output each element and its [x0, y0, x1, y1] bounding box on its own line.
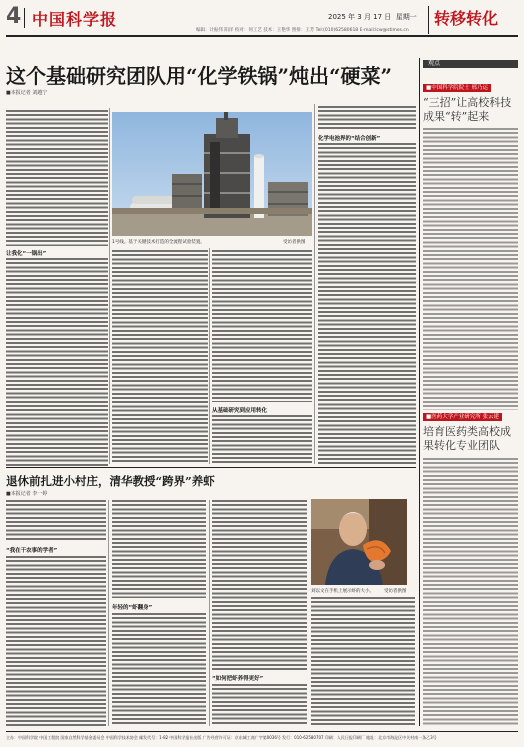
lead-text-col2	[112, 250, 208, 464]
footer-imprint: 主办：中国科学院 中国工程院 国家自然科学基金委员会 中国科学技术协会 邮发代号：1-82 中国科学报社出版 广告经营许可证：京东城工商广字第0036号 发行：010-62580707 印刷：人民日报印刷厂 地址：北京市海淀区中关村南一条乙3号	[6, 735, 437, 740]
sidebar-tag-2: ■医药大学产业研究所 张云建	[423, 413, 502, 421]
lead-text-col3a	[212, 250, 312, 402]
lead-photo	[112, 112, 312, 236]
sidebar-label: 观点	[428, 60, 441, 67]
second-headline: 退休前扎进小村庄，清华教授“跨界”养虾	[6, 474, 215, 488]
header-rule	[6, 35, 518, 37]
second-photo-credit: 受访者供图	[384, 589, 407, 594]
date-text: 2025 年 3 月 17 日	[328, 13, 392, 21]
header-divider	[24, 8, 25, 28]
second-subhead-1: “我在干农事的学者”	[6, 548, 58, 554]
lead-text-col1b	[6, 258, 108, 466]
second-photo	[311, 499, 407, 585]
sidebar-title-1: “三招”让高校科技成果“转”起来	[423, 96, 512, 123]
second-text-col3a	[212, 500, 307, 670]
sidebar-text-1	[423, 128, 518, 410]
sidebar-tag-1: ■中国科学院院士 邢乃运	[423, 84, 491, 92]
lead-photo-caption: 1号线。基于关键技术打造的全流程试验装置。	[112, 240, 205, 245]
column-rule	[209, 248, 210, 464]
issue-date	[328, 12, 417, 22]
professor-holding-shrimp-image	[311, 499, 407, 585]
lead-text-col4a	[318, 106, 416, 130]
lead-byline: ■本报记者 刘越宁	[6, 90, 48, 96]
second-text-col1b	[6, 556, 106, 726]
article-separator	[6, 467, 416, 468]
lead-headline: 这个基础研究团队用“化学铁锅”炖出“硬菜”	[6, 64, 393, 88]
industrial-plant-image	[112, 112, 312, 236]
section-title: 转移转化	[434, 9, 499, 28]
weekday-text: 星期一	[395, 13, 417, 21]
second-text-col4	[311, 597, 415, 726]
sidebar-text-2	[423, 458, 518, 726]
lead-text-col4b	[318, 143, 416, 464]
masthead-logo: 中国科学报	[32, 10, 118, 29]
sidebar-title-2: 培育医药类高校成果转化专业团队	[423, 425, 511, 452]
lead-photo-credit: 受访者供图	[283, 240, 306, 245]
lead-text-col3b	[212, 415, 312, 464]
page-number: 4	[6, 4, 22, 29]
lead-subhead-1: 让我化“一锅出”	[6, 251, 47, 257]
footer-rule	[6, 731, 518, 732]
second-text-col1a	[6, 500, 106, 542]
editor-info: 编辑：计振伟 阳洋 校对：何工艺 技术：王艳华 照排：王芳 Tel:(010)62580618 E-mail:lcw@stimes.cn	[196, 28, 409, 33]
column-rule	[314, 104, 315, 464]
column-rule	[209, 500, 210, 726]
column-rule	[109, 108, 110, 464]
second-photo-caption: 刘以文在手机上展示虾的大小。	[311, 589, 374, 594]
sidebar-rule	[419, 58, 420, 726]
second-text-col2a	[112, 500, 206, 598]
column-rule	[108, 500, 109, 726]
second-subhead-3: “如何把虾养得更好”	[212, 676, 264, 682]
section-divider	[428, 6, 429, 34]
lead-text-col1a	[6, 110, 108, 246]
lead-subhead-2: 从基础研究到应用转化	[212, 408, 268, 414]
lead-subhead-3: 化学电池界的“结合创新”	[318, 136, 381, 142]
second-text-col2b	[112, 613, 206, 726]
second-text-col3b	[212, 684, 307, 726]
second-subhead-2: 年轻的“虾翻身”	[112, 605, 153, 611]
second-byline: ■本报记者 李一婷	[6, 491, 48, 497]
